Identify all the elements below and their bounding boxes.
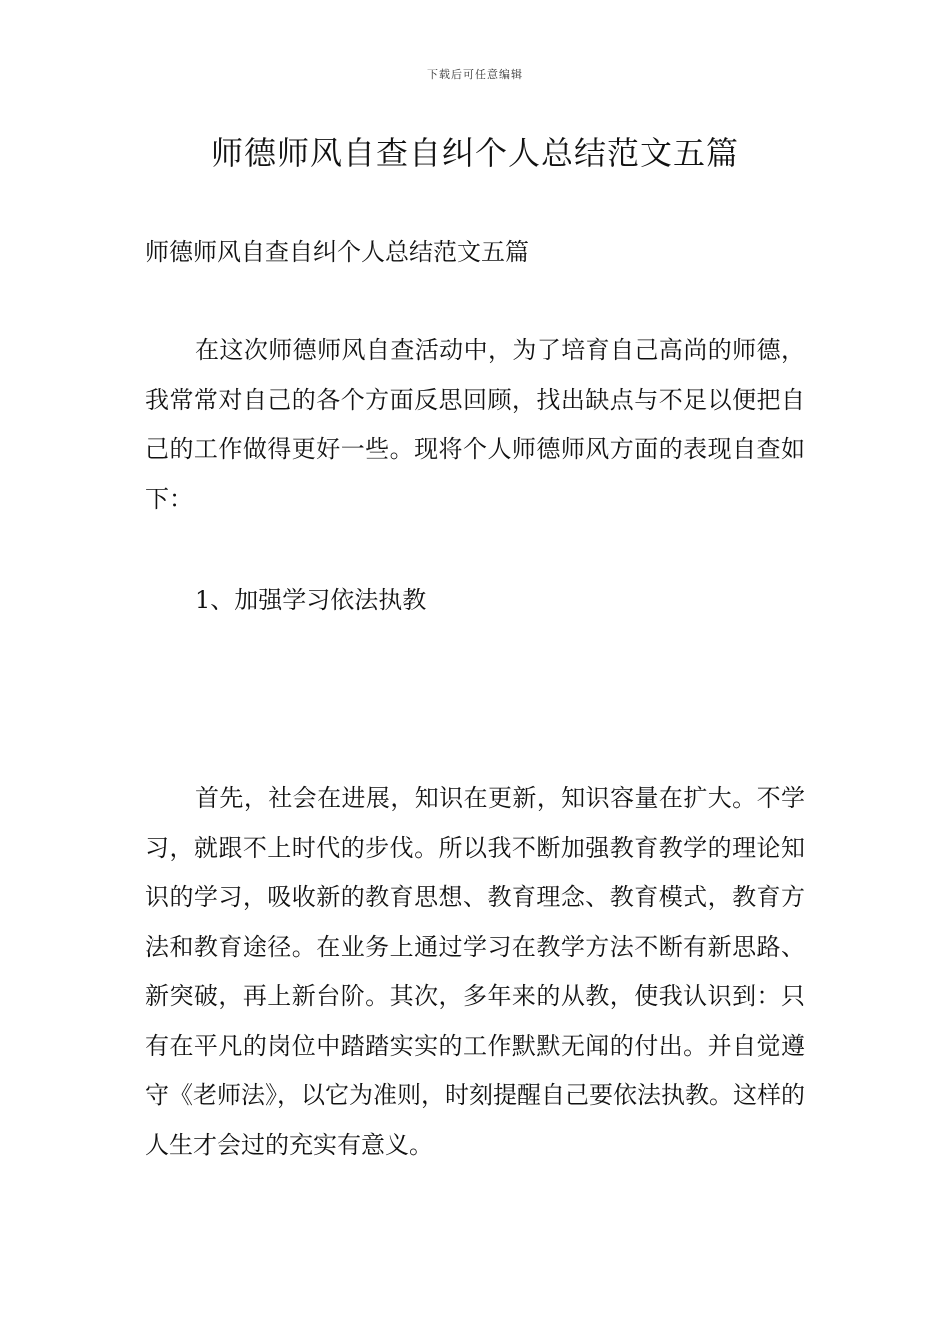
header-note: 下载后可任意编辑	[427, 68, 523, 81]
paragraph-intro: 在这次师德师风自查活动中，为了培育自己高尚的师德，我常常对自己的各个方面反思回顾，找出缺点与不足以便把自己的工作做得更好一些。现将个人师德师风方面的表现自查如下：	[145, 336, 805, 513]
paragraph-body: 首先，社会在进展，知识在更新，知识容量在扩大。不学习，就跟不上时代的步伐。所以我不断加强教育教学的理论知识的学习，吸收新的教育思想、教育理念、教育模式，教育方法和教育途径。在业务上通过学习在教学方法不断有新思路、新突破，再上新台阶。其次，多年来的从教，使我认识到：只有在平凡的岗位中踏踏实实的工作默默无闻的付出。并自觉遵守《老师法》，以它为准则，时刻提醒自己要依法执教。这样的人生才会过的充实有意义。	[145, 784, 805, 1159]
section-heading: 1、加强学习依法执教	[195, 586, 427, 614]
document-subtitle: 师德师风自查自纠个人总结范文五篇	[145, 238, 529, 266]
document-title: 师德师风自查自纠个人总结范文五篇	[210, 134, 739, 172]
